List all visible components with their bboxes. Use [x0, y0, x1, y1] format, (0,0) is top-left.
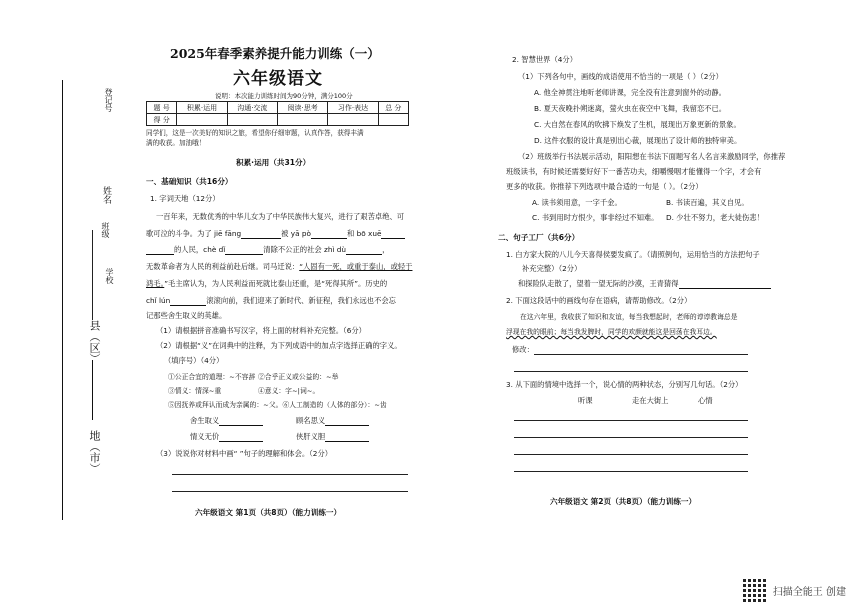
idiom-item — [190, 416, 263, 426]
score-header: 阅读·思考 — [277, 102, 327, 114]
passage-text: ”毛主席认为，为人民利益而死就比泰山还重，是“死得其所”。历史的 — [164, 279, 388, 288]
intro-line: 满的收获。加油哦！ — [146, 139, 206, 147]
option-item: C. 大自然在春风的吹拂下焕发了生机，展现出万象更新的景象。 — [534, 120, 741, 129]
sub-question: （1）请根据拼音准确书写汉字，将上面的材料补充完整。（6分） — [156, 326, 366, 335]
option-item: A. 他全神贯注地听老师讲课，完全没有注意到窗外的动静。 — [534, 88, 726, 97]
passage-line — [146, 262, 412, 272]
scanner-watermark — [743, 578, 846, 602]
right-page — [430, 0, 860, 608]
passage-text: 无数革命者为人民的利益前赴后继。司马迁说： — [146, 262, 300, 271]
binding-label-class: 班级 — [101, 222, 110, 238]
binding-label-name: 姓名 — [101, 186, 111, 204]
passage-text: 滚滚向前，我们迎来了新时代、新征程，我们永远也不会忘 — [206, 296, 396, 305]
score-cell[interactable] — [277, 114, 327, 126]
option-item: D. 这件衣服的设计真是别出心裁，展现出了设计师的独特审美。 — [534, 136, 742, 145]
question-title: 2. 智慧世界（4分） — [512, 55, 578, 64]
option-item: A. 读书须用意，一字千金。 — [532, 198, 622, 207]
passage-line — [146, 229, 405, 239]
answer-blank[interactable] — [325, 441, 369, 442]
score-row-label: 得 分 — [147, 114, 177, 126]
score-table — [146, 101, 409, 126]
question-line: 补充完整）（2分） — [522, 264, 582, 273]
passage-line: 记那些舍生取义的英雄。 — [146, 311, 227, 320]
underlined-quote: “人固有一死，或重于泰山，或轻于 — [299, 262, 413, 271]
qr-code-icon — [743, 578, 767, 602]
section-title: 积累·运用（共31分） — [236, 158, 311, 167]
passage-line — [146, 296, 396, 306]
idiom-item — [296, 432, 369, 442]
sub-question: 更多的收获。你推荐下列选项中最合适的一句是（ ）。（2分） — [506, 182, 703, 191]
score-cell[interactable] — [227, 114, 277, 126]
scene-option: 心情 — [698, 396, 713, 405]
subject-title: 六年级语文 — [233, 69, 323, 89]
answer-blank[interactable] — [146, 254, 174, 255]
fix-label: 修改： — [512, 345, 534, 354]
answer-line[interactable] — [514, 437, 748, 438]
page-footer: 六年级语文 第2页（共8页）（能力训练一） — [550, 497, 697, 506]
binding-line — [62, 80, 63, 520]
answer-blank[interactable] — [679, 288, 771, 289]
instructions: 说明：本次能力训练时间为90分钟，满分100分 — [215, 92, 353, 100]
answer-line[interactable] — [172, 491, 408, 492]
score-header: 积累·运用 — [177, 102, 227, 114]
definition: ①公正合宜的道理：~不容辞 — [168, 373, 256, 381]
answer-line[interactable] — [172, 474, 408, 475]
binding-fill-line — [92, 360, 93, 420]
answer-line[interactable] — [514, 471, 748, 472]
binding-label-county: 县（区） — [88, 320, 101, 364]
answer-blank[interactable] — [225, 254, 263, 255]
scene-option: 听课 — [578, 396, 593, 405]
idiom-text: 侠肝义胆 — [296, 432, 326, 441]
definition: ④意义：字~|词~。 — [258, 387, 320, 395]
passage-text: 和 bō xuē — [346, 229, 382, 238]
score-header: 沟通·交流 — [227, 102, 277, 114]
option-item: D. 少壮不努力，老大徒伤悲！ — [666, 213, 764, 222]
answer-blank[interactable] — [311, 238, 347, 239]
part-title: 二、句子工厂（共6分） — [498, 233, 580, 242]
sub-question: 班级读书，有时候还需要好好下一番苦功夫，细嚼慢咽才能懂得一个字，才会有 — [506, 167, 762, 176]
underlined-quote: 鸿毛。 — [146, 279, 165, 288]
passage-line: 一百年来，无数优秀的中华儿女为了中华民族伟大复兴，进行了艰苦卓绝、可 — [156, 212, 405, 221]
binding-label-city: 地（市） — [88, 430, 101, 474]
passage-text: ， — [382, 245, 390, 254]
question-title: 3. 从下面的情境中选择一个，说心情的两种状态，分别写几句话。（2分） — [506, 380, 743, 389]
question-title: 2. 下面这段话中的画线句存在语病，请帮助修改。（2分） — [506, 296, 692, 305]
scene-option: 走在大街上 — [632, 396, 669, 405]
option-item: C. 书到用时方恨少，事非经过不知难。 — [532, 213, 659, 222]
answer-blank[interactable] — [219, 425, 263, 426]
score-header: 题 号 — [147, 102, 177, 114]
score-cell[interactable] — [177, 114, 227, 126]
idiom-item — [296, 416, 369, 426]
idiom-item — [190, 432, 263, 442]
question-title: 1. 字词天地（12分） — [150, 194, 220, 203]
definition: ⑤因抚养或拜认而成为亲属的：~父。⑥人工制造的（人体的部分）：~齿 — [168, 401, 387, 409]
option-item: B. 书读百遍，其义自见。 — [666, 198, 749, 207]
part-title: 一、基础知识（共16分） — [146, 177, 233, 186]
passage-text: 被 yā pò — [281, 229, 311, 238]
definition: ②合乎正义或公益的：~举 — [258, 373, 339, 381]
answer-line[interactable] — [514, 454, 748, 455]
answer-blank[interactable] — [241, 238, 281, 239]
passage-text: chǐ lún — [146, 296, 171, 305]
passage-line: 在这六年里，我收获了知识和友谊，每当我想起时，老师的谆谆教诲总是 — [520, 313, 738, 321]
score-cell[interactable] — [378, 114, 408, 126]
answer-blank[interactable] — [325, 425, 369, 426]
option-item: B. 夏天夜晚扑朔迷离，萤火虫在夜空中飞舞，我留恋不已。 — [534, 104, 727, 113]
idiom-text: 情义无价 — [190, 432, 220, 441]
score-header: 总 分 — [378, 102, 408, 114]
passage-text: 清除不公正的社会 zhì dù — [263, 245, 347, 254]
passage-line — [146, 279, 387, 289]
intro-line: 同学们，这是一次美好的知识之旅，希望你仔细审题，认真作答，获得丰满 — [146, 129, 364, 137]
passage-text: 的人民，chè dǐ — [174, 245, 226, 254]
sub-question: （2）班级举行书法展示活动，阳阳想在书法下面题写名人名言来激励同学，你推荐 — [518, 152, 786, 161]
passage-text: 歌可泣的斗争。为了 jiē fāng — [146, 229, 242, 238]
question-line — [518, 279, 771, 289]
question-text: 和探险队走散了，望着一望无际的沙漠，王青猜得 — [518, 279, 679, 288]
binding-fill-line — [92, 230, 93, 320]
underlined-sentence: 浮现在我的眼前；每当我发脾时，同学的欢颜就能这是回荡在我耳边。 — [506, 328, 717, 336]
answer-blank[interactable] — [381, 238, 405, 239]
watermark-text: 扫描全能王 创建 — [772, 586, 846, 598]
sub-question: （3）说说你对材料中画“ ”句子的理解和体会。（2分） — [156, 449, 333, 458]
score-cell[interactable] — [328, 114, 378, 126]
answer-line[interactable] — [534, 354, 748, 355]
sub-question: （2）请根据“义”在词典中的注释，为下列成语中的加点字选择正确的字义。 — [156, 341, 402, 350]
sub-question: （填序号）（4分） — [164, 356, 224, 365]
passage-line — [146, 245, 389, 255]
definition: ③情义：情深~重 — [168, 387, 222, 395]
answer-blank[interactable] — [346, 254, 382, 255]
score-header: 习作·表达 — [328, 102, 378, 114]
binding-label-regno: 登记号 — [104, 88, 113, 112]
idiom-text: 舍生取义 — [190, 416, 220, 425]
answer-line[interactable] — [514, 420, 748, 421]
answer-blank[interactable] — [219, 441, 263, 442]
answer-line[interactable] — [514, 371, 748, 372]
idiom-text: 顾名思义 — [296, 416, 326, 425]
binding-label-school: 学校 — [105, 268, 114, 284]
sub-question: （1）下列各句中，画线的成语使用不恰当的一项是（ ）（2分） — [518, 72, 723, 81]
page-footer: 六年级语文 第1页（共8页）（能力训练一） — [195, 508, 342, 517]
answer-blank[interactable] — [170, 305, 206, 306]
exam-title: 2025年春季素养提升能力训练（一） — [170, 46, 380, 61]
question-line: 1. 白方家大院的八儿今天喜得侯要发疯了。（请照例句，运用恰当的方法把句子 — [506, 250, 760, 259]
